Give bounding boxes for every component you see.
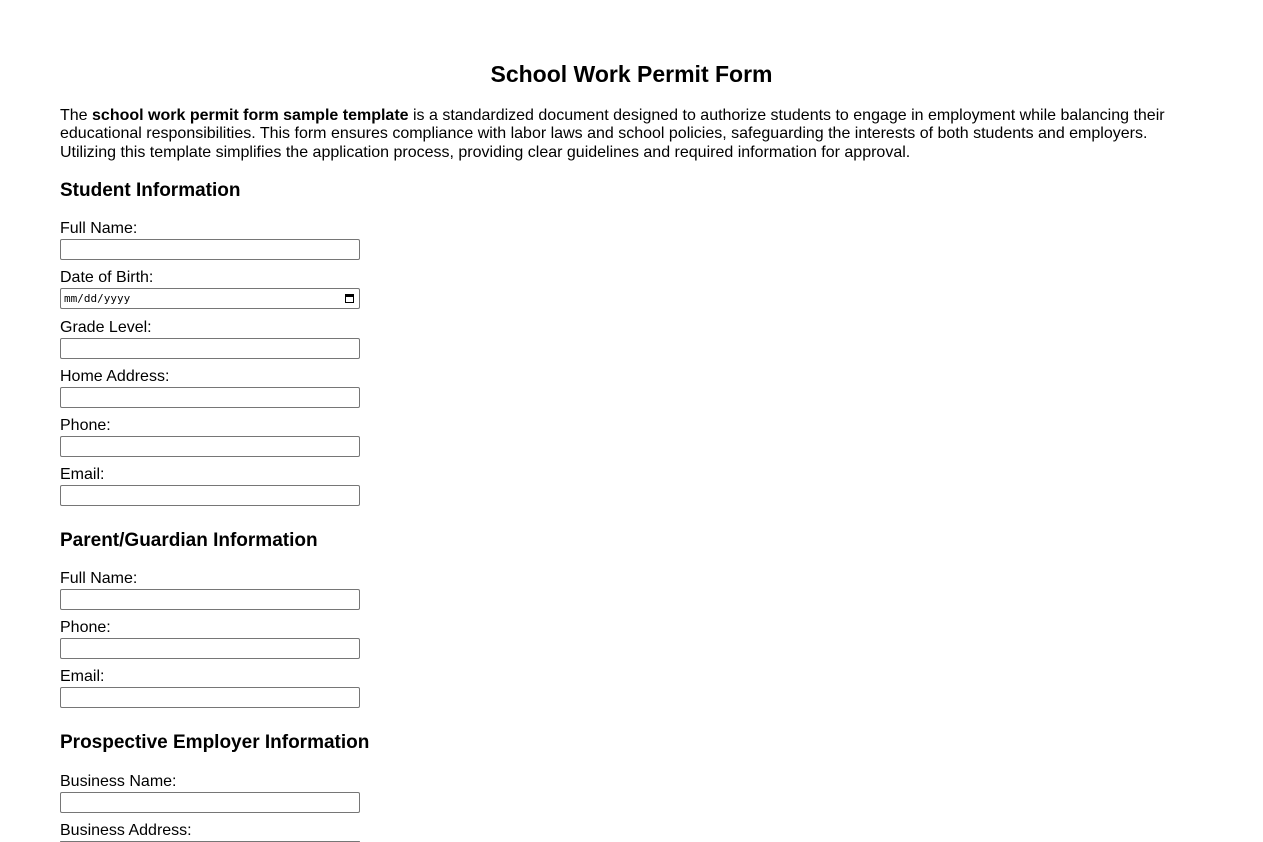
student-grade-input[interactable] bbox=[60, 338, 360, 359]
student-phone-input[interactable] bbox=[60, 436, 360, 457]
dob-placeholder: mm/dd/yyyy bbox=[64, 292, 131, 305]
student-address-input[interactable] bbox=[60, 387, 360, 408]
student-email-input[interactable] bbox=[60, 485, 360, 506]
page-title: School Work Permit Form bbox=[490, 61, 773, 87]
student-email-label: Email: bbox=[60, 466, 105, 483]
parent-email-input[interactable] bbox=[60, 687, 360, 708]
parent-phone-input[interactable] bbox=[60, 638, 360, 659]
student-dob-label: Date of Birth: bbox=[60, 269, 154, 286]
intro-paragraph bbox=[60, 107, 1203, 162]
intro-bold: school work permit form sample template bbox=[92, 107, 409, 124]
calendar-icon[interactable] bbox=[345, 294, 354, 303]
parent-email-label: Email: bbox=[60, 668, 105, 685]
student-full-name-label: Full Name: bbox=[60, 220, 138, 237]
employer-section-heading: Prospective Employer Information bbox=[60, 732, 370, 753]
student-phone-label: Phone: bbox=[60, 417, 111, 434]
parent-full-name-label: Full Name: bbox=[60, 570, 138, 587]
student-address-label: Home Address: bbox=[60, 368, 170, 385]
student-section-heading: Student Information bbox=[60, 180, 241, 201]
employer-business-name-input[interactable] bbox=[60, 792, 360, 813]
parent-full-name-input[interactable] bbox=[60, 589, 360, 610]
employer-business-name-label: Business Name: bbox=[60, 773, 177, 790]
employer-business-address-label: Business Address: bbox=[60, 822, 192, 839]
parent-phone-label: Phone: bbox=[60, 619, 111, 636]
intro-suffix: is a standardized document designed to authorize students to engage in employment while balancing their educational responsibilities. This form ensures compliance with labor laws and school policies, safeguarding the interests of both students and employers. Utilizing this template simplifies the application process, providing clear guidelines and required information for approval. bbox=[60, 107, 1165, 161]
intro-prefix: The bbox=[60, 107, 93, 124]
student-full-name-input[interactable] bbox=[60, 239, 360, 260]
parent-section-heading: Parent/Guardian Information bbox=[60, 530, 318, 551]
student-dob-input[interactable] bbox=[60, 288, 360, 309]
student-grade-label: Grade Level: bbox=[60, 319, 152, 336]
